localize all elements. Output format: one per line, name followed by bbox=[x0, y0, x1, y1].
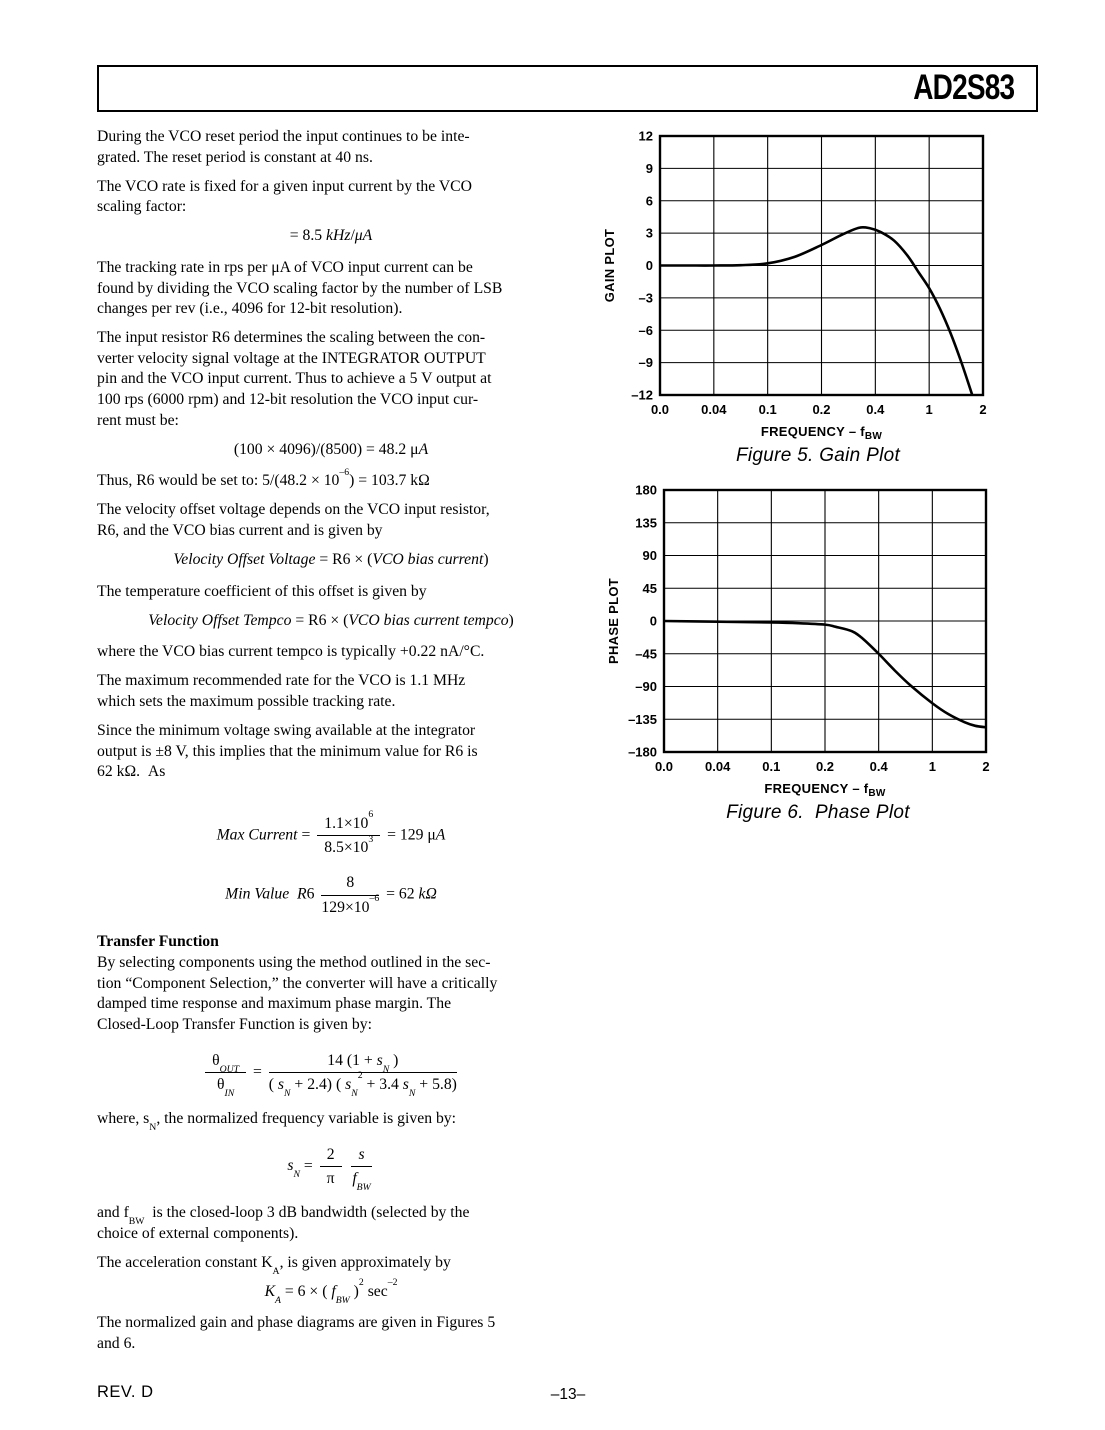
y-tick-label: –45 bbox=[635, 646, 657, 662]
x-tick-label: 0.0 bbox=[650, 402, 670, 417]
paragraph: Thus, R6 would be set to: $5/(48.2 \times 10^{-6}) = 103.7$ kΩ bbox=[97, 466, 430, 490]
y-tick-label: –180 bbox=[628, 744, 657, 760]
y-axis-label: PHASE PLOT bbox=[606, 577, 621, 665]
header-box bbox=[97, 65, 1038, 112]
paragraph: The maximum recommended rate for the VCO is 1.1 MHz which sets the maximum possible tracking rate. bbox=[97, 672, 466, 711]
x-tick-label: 2 bbox=[982, 759, 990, 774]
y-tick-label: –6 bbox=[638, 322, 653, 338]
paragraph: The acceleration constant $K_A$, is given approximately by bbox=[97, 1253, 451, 1277]
x-tick-label: 0.4 bbox=[866, 402, 885, 417]
paragraph: By selecting components using the method outlined in the sec- tion “Component Selection,” the converter will have a critically damped time response and maximum phase margin. The Closed-Loop Transfer Function is given by: bbox=[97, 954, 498, 1034]
gain-plot-figure bbox=[598, 128, 1038, 467]
equation: (100 × 4096)/(8500) = 48.2 μA bbox=[233, 440, 429, 458]
x-axis-label: FREQUENCY – $f_{BW}$ bbox=[760, 424, 883, 440]
equation: Velocity Offset Tempco = R6 × (VCO bias current tempco) bbox=[148, 611, 514, 629]
paragraph: The VCO rate is fixed for a given input current by the VCO scaling factor: bbox=[97, 177, 472, 216]
phase-plot-figure bbox=[598, 482, 1038, 824]
gain-plot-svg bbox=[598, 128, 1038, 440]
equation: $s_N$ = $\frac{2}{\pi}$ $\frac{s}{f_{BW}}$ bbox=[287, 1145, 371, 1193]
x-tick-label: 0.04 bbox=[705, 759, 731, 774]
y-tick-label: 45 bbox=[642, 580, 657, 596]
y-tick-label: –135 bbox=[628, 711, 657, 727]
equation: = 8.5 kHz/μA bbox=[289, 227, 373, 245]
x-axis-label: FREQUENCY – $f_{BW}$ bbox=[764, 781, 886, 797]
equation: Min Value R6 $\frac{8}{129\times 10^{-6}}$ = 62 kΩ bbox=[225, 874, 437, 916]
paragraph: The tracking rate in rps per μA of VCO input current can be found by dividing the VCO scaling factor by the number of LSB changes per rev (i.e., 4096 for 12-bit resolution). bbox=[97, 258, 503, 318]
y-tick-label: 9 bbox=[645, 160, 653, 176]
y-tick-label: –90 bbox=[635, 679, 657, 694]
y-tick-label: 0 bbox=[649, 613, 657, 629]
equation: Velocity Offset Voltage = R6 × (VCO bias current) bbox=[173, 551, 489, 569]
revision-label: REV. D bbox=[97, 1383, 154, 1401]
paragraph: The input resistor R6 determines the scaling between the con- verter velocity signal voltage at the INTEGRATOR OUTPUT pin and the VCO input current. Thus to achieve a 5 V output at 100 rps (6000 rpm) and 12-bit resolution the VCO input cur- rent must be: bbox=[97, 329, 492, 429]
phase-plot-svg bbox=[598, 482, 1038, 797]
x-tick-label: 0.2 bbox=[815, 759, 835, 774]
section-heading: Transfer Function bbox=[97, 932, 219, 950]
y-tick-label: 12 bbox=[638, 128, 653, 144]
paragraph: where the VCO bias current tempco is typically +0.22 nA/°C. bbox=[97, 643, 485, 661]
y-tick-label: 6 bbox=[645, 193, 653, 209]
x-tick-label: 0.2 bbox=[812, 402, 831, 417]
y-tick-label: –3 bbox=[638, 290, 653, 306]
body-text-column bbox=[97, 127, 565, 1363]
gain-plot-curve bbox=[660, 227, 972, 395]
x-tick-label: 0.0 bbox=[654, 759, 674, 774]
page-number: –13– bbox=[550, 1386, 586, 1403]
x-tick-label: 0.04 bbox=[701, 402, 727, 417]
x-tick-label: 0.1 bbox=[762, 759, 781, 774]
y-tick-label: –12 bbox=[631, 387, 653, 403]
x-tick-label: 2 bbox=[979, 402, 987, 417]
paragraph: The temperature coefficient of this offset is given by bbox=[97, 582, 427, 600]
y-axis-label: GAIN PLOT bbox=[602, 228, 617, 303]
equation: $\frac{\theta_{OUT}}{\theta_{IN}}$ = $\frac{14 (1 + s_N )}{( s_N + 2.4) ( s_N^2 + 3.4 s_N + 5.8)}$ bbox=[97, 1050, 565, 1095]
paragraph: and $f_{BW}$ is the closed-loop 3 dB bandwidth (selected by the choice of external components). bbox=[97, 1204, 470, 1242]
figure5-caption: Figure 5. Gain Plot bbox=[735, 445, 901, 466]
paragraph: Since the minimum voltage swing available at the integrator output is ±8 V, this implies that the minimum value for R6 is 62 kΩ. As bbox=[97, 722, 478, 781]
x-tick-label: 0.4 bbox=[869, 759, 888, 774]
paragraph: During the VCO reset period the input continues to be inte- grated. The reset period is constant at 40 ns. bbox=[97, 128, 470, 166]
x-tick-label: 1 bbox=[928, 759, 936, 774]
equation: Max Current = $\frac{1.1\times 10^6}{8.5\times 10^3}$ = 129 μA bbox=[216, 809, 446, 857]
x-tick-label: 1 bbox=[925, 402, 933, 417]
paragraph: The velocity offset voltage depends on the VCO input resistor, R6, and the VCO bias current and is given by bbox=[97, 501, 490, 539]
paragraph: The normalized gain and phase diagrams are given in Figures 5 and 6. bbox=[97, 1314, 496, 1352]
y-tick-label: 90 bbox=[642, 548, 657, 563]
part-number-title: AD2S83 bbox=[912, 68, 1014, 108]
y-tick-label: 3 bbox=[645, 225, 653, 241]
x-tick-label: 0.1 bbox=[758, 402, 777, 417]
figure6-caption: Figure 6. Phase Plot bbox=[726, 802, 910, 823]
equation: $K_A = 6$ × ( $f_{BW}$ )$^2$ $\sec^{-2}$ bbox=[264, 1277, 398, 1306]
y-tick-label: –9 bbox=[638, 355, 653, 371]
y-tick-label: 0 bbox=[645, 258, 653, 273]
y-tick-label: 135 bbox=[635, 515, 657, 531]
paragraph: where, $s_N$, the normalized frequency variable is given by: bbox=[97, 1110, 457, 1133]
y-tick-label: 180 bbox=[635, 482, 657, 498]
